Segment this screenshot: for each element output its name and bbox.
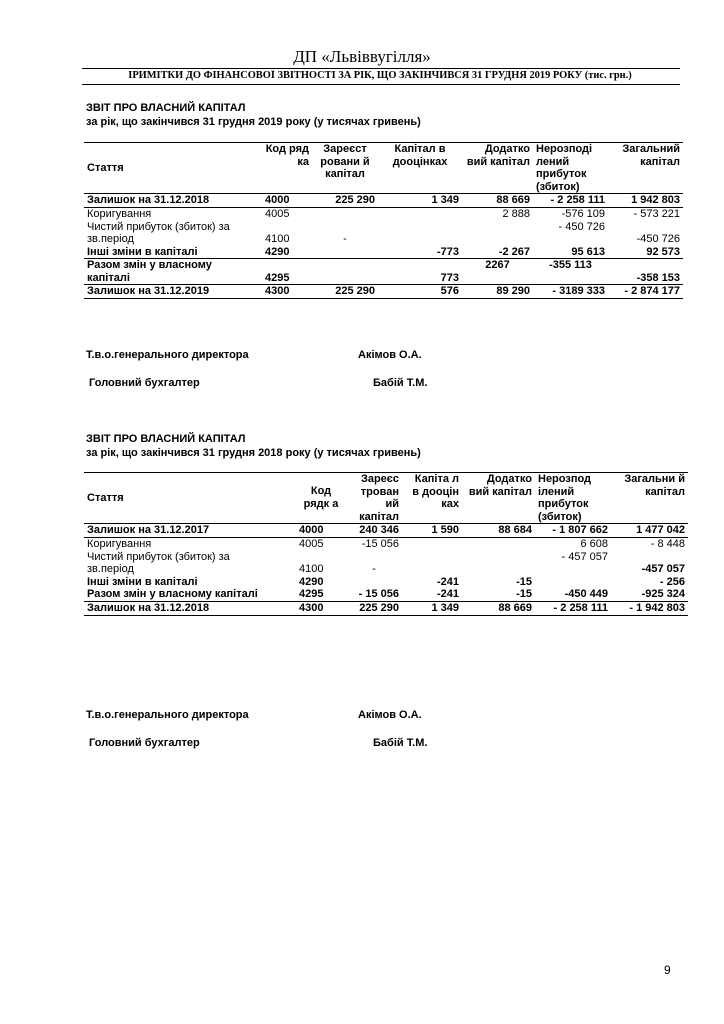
cell-additional: 88 669 [462,194,533,208]
cell-registered: 240 346 [346,524,402,538]
table-row [84,259,683,272]
report-2019-period: за рік, що закінчився 31 грудня 2019 року (у тисячах гривень) [86,116,421,128]
cell-additional: -2 267 [498,245,530,258]
cell-additional [462,538,535,551]
cell-registered: - 15 056 [358,588,399,600]
cell-retained: -576 109 [533,208,608,221]
cell-item: капіталі [87,271,130,284]
header-registered: Зареєст ровани й капітал [312,143,378,194]
header-retained: Нерозподі лений прибуток (збиток) [533,143,608,194]
cell-additional [462,272,533,285]
signature-role-director-2018: Т.в.о.генерального директора [86,709,249,721]
cell-registered [346,576,402,589]
header-revaluation: Капіта л в дооцін ках [402,473,462,524]
table-header-row [84,473,688,524]
report-2018-title: ЗВІТ ПРО ВЛАСНИЙ КАПІТАЛ [86,433,246,445]
cell-code: 4295 [265,271,290,284]
cell-item: Залишок на 31.12.2018 [84,194,262,208]
cell-revaluation: -241 [436,575,459,588]
table-row [84,601,688,615]
cell-registered [312,246,378,259]
table-row [84,538,688,551]
cell-code [262,259,312,272]
cell-total: 1 942 803 [608,194,683,208]
cell-code: 4290 [265,245,290,258]
cell-retained: - 3189 333 [533,285,608,299]
cell-revaluation: 1 590 [402,524,462,538]
table-row [84,524,688,538]
cell-item: Чистий прибуток (збиток) за [87,220,230,233]
cell-code [296,551,346,564]
cell-additional [462,221,533,234]
table-row [84,551,688,564]
cell-total [608,259,683,272]
cell-revaluation: 576 [378,285,462,299]
header-additional: Додатко вий капітал [462,143,533,194]
cell-additional: 88 669 [462,601,535,615]
cell-additional: 89 290 [462,285,533,299]
cell-retained: -450 449 [564,588,608,600]
signature-name-director-2018: Акімов О.А. [358,709,422,721]
cell-registered [312,272,378,285]
cell-registered [312,221,378,234]
cell-total: -457 057 [641,563,685,575]
cell-additional [462,551,535,564]
header-total: Загальний капітал [608,143,683,194]
title-divider-top [82,68,680,69]
table-header-row [84,143,683,194]
table-row [84,221,683,234]
cell-revaluation [378,208,462,221]
cell-revaluation [402,538,462,551]
cell-total: - 8 448 [611,538,688,551]
cell-revaluation: -773 [436,245,459,258]
cell-code: 4100 [265,233,290,245]
cell-retained: - 450 726 [558,220,605,233]
cell-retained: -355 113 [533,259,608,272]
cell-additional: 2 888 [462,208,533,221]
report-2018-period: за рік, що закінчився 31 грудня 2018 року (у тисячах гривень) [86,447,421,459]
cell-code: 4000 [262,194,312,208]
cell-registered: - [343,233,347,245]
header-item: Стаття [84,473,296,524]
cell-registered: - [372,563,376,575]
cell-item: Разом змін у власному капіталі [87,588,258,600]
header-total: Загальни й капітал [611,473,688,524]
cell-total: -925 324 [641,588,685,600]
cell-additional: -15 [516,575,532,588]
cell-retained [533,272,608,285]
cell-retained: - 2 258 111 [533,194,608,208]
cell-registered: 225 290 [346,601,402,615]
cell-registered: 225 290 [312,194,378,208]
table-row [84,576,688,589]
cell-code: 4300 [296,601,346,615]
cell-additional: -15 [516,588,532,600]
cell-revaluation [402,551,462,564]
header-code: Код ряд ка [262,143,312,194]
cell-retained: - 1 807 662 [535,524,611,538]
table-row [84,272,683,285]
cell-registered: -15 056 [346,538,402,551]
cell-additional [462,233,533,246]
cell-total: -450 726 [636,233,680,245]
cell-item: Залишок на 31.12.2017 [84,524,296,538]
cell-item: Залишок на 31.12.2018 [84,601,296,615]
cell-code: 4290 [299,575,324,588]
cell-retained [535,576,611,589]
cell-item: Коригування [84,538,296,551]
table-row [84,233,683,246]
cell-item: Чистий прибуток (збиток) за [87,550,230,563]
table-row [84,563,688,576]
table-row [84,208,683,221]
cell-code [262,221,312,234]
cell-registered [346,551,402,564]
table-row [84,285,683,299]
cell-registered: 225 290 [312,285,378,299]
header-item: Стаття [84,143,262,194]
header-retained: Нерозпод ілений прибуток (збиток) [535,473,611,524]
cell-total: -358 153 [636,271,680,284]
report-2019-title: ЗВІТ ПРО ВЛАСНИЙ КАПІТАЛ [86,102,246,114]
cell-revaluation [378,259,462,272]
report-2019-heading [86,101,421,129]
equity-table-2019 [84,142,683,299]
cell-total [611,551,688,564]
cell-total: - 1 942 803 [611,601,688,615]
table-row [84,194,683,208]
cell-retained: - 457 057 [561,550,608,563]
cell-revaluation [378,221,462,234]
signature-name-accountant-2018: Бабій Т.М. [373,737,428,749]
cell-code: 4295 [299,588,324,600]
cell-total: 1 477 042 [611,524,688,538]
signature-name-director: Акімов О.А. [358,349,422,361]
cell-registered [312,259,378,272]
page-number: 9 [664,963,671,977]
title-divider-bottom [82,84,680,85]
cell-registered [312,208,378,221]
cell-revaluation: 1 349 [378,194,462,208]
signature-name-accountant: Бабій Т.М. [373,377,428,389]
cell-item: Коригування [84,208,262,221]
table-row [84,246,683,259]
header-additional: Додатко вий капітал [462,473,535,524]
cell-code: 4000 [296,524,346,538]
table-row [84,588,688,601]
cell-item: Інші зміни в капіталі [87,575,198,588]
cell-revaluation: -241 [436,588,459,600]
equity-table-2018 [84,472,688,616]
report-2018-heading [86,432,421,460]
cell-total: - 256 [659,575,685,588]
cell-additional: 2267 [462,259,533,272]
header-revaluation: Капітал в дооцінках [378,143,462,194]
cell-retained: 6 608 [535,538,611,551]
header-registered: Зареєс трован ий капітал [346,473,402,524]
signature-role-accountant-2018: Головний бухгалтер [86,737,200,749]
document-subtitle: ІРИМІТКИ ДО ФІНАНСОВОЇ ЗВІТНОСТІ ЗА РІК, ЩО ЗАКІНЧИВСЯ 31 ГРУДНЯ 2019 РОКУ (тис. грн.) [128,70,632,81]
header-code: Код рядк а [296,473,346,524]
cell-item: зв.період [87,563,134,575]
cell-revaluation: 1 349 [402,601,462,615]
cell-total: - 573 221 [608,208,683,221]
cell-item: Інші зміни в капіталі [87,245,198,258]
cell-additional: 88 684 [462,524,535,538]
cell-retained: 95 613 [571,245,605,258]
cell-retained [535,563,611,576]
cell-item: Залишок на 31.12.2019 [84,285,262,299]
cell-code: 4100 [299,563,324,575]
cell-code: 4005 [296,538,346,551]
company-title: ДП «Львіввугілля» [293,47,431,66]
cell-additional [462,563,535,576]
cell-revaluation: 773 [440,271,459,284]
cell-revaluation [402,563,462,576]
cell-code: 4005 [262,208,312,221]
cell-item: Разом змін у власному [84,259,262,272]
cell-revaluation [378,233,462,246]
cell-total [608,221,683,234]
cell-retained: - 2 258 111 [535,601,611,615]
cell-retained [533,233,608,246]
cell-code: 4300 [262,285,312,299]
signature-role-accountant: Головний бухгалтер [86,377,200,389]
cell-item: зв.період [87,233,134,245]
cell-total: - 2 874 177 [608,285,683,299]
signature-role-director: Т.в.о.генерального директора [86,349,249,361]
cell-total: 92 573 [646,245,680,258]
